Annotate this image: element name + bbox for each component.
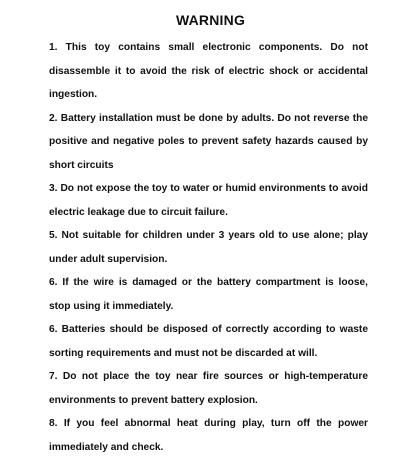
warning-item-1: 1. This toy contains small electronic components. Do not disassemble it to avoid the risk of electric shock or accidental ingestion. bbox=[49, 42, 368, 100]
warning-list bbox=[49, 36, 368, 459]
warning-item-7: 7. Do not place the toy near fire sources or high-temperature environments to prevent battery explosion. bbox=[49, 371, 368, 406]
warning-item-3: 3. Do not expose the toy to water or humid environments to avoid electric leakage due to circuit failure. bbox=[49, 183, 368, 218]
warning-item-2: 2. Battery installation must be done by adults. Do not reverse the positive and negative poles to prevent safety hazards caused by short circuits bbox=[49, 112, 368, 171]
warning-item-5: 5. Not suitable for children under 3 years old to use alone; play under adult supervision. bbox=[49, 230, 368, 265]
document-title: WARNING bbox=[175, 12, 246, 28]
warning-item-6a: 6. If the wire is damaged or the battery compartment is loose, stop using it immediately. bbox=[49, 277, 368, 312]
warning-item-6b: 6. Batteries should be disposed of correctly according to waste sorting requirements and must not be discarded at will. bbox=[49, 324, 368, 359]
warning-item-8: 8. If you feel abnormal heat during play, turn off the power immediately and check. bbox=[49, 418, 368, 453]
